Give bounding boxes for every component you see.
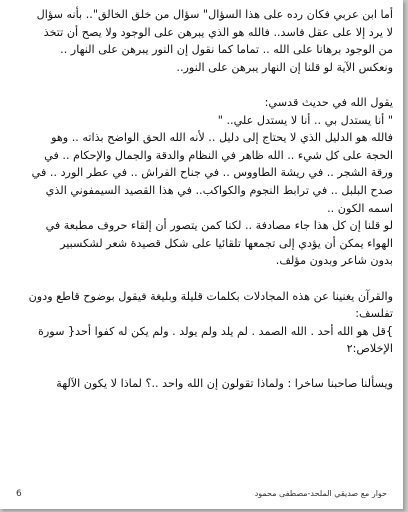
text-line: الهواء يمكن أن يؤدي إلى تجمعها تلقائيا على شكل قصيدة شعر لشكسبير	[60, 236, 393, 250]
paragraph-gap	[14, 358, 393, 376]
text-line: لا يرد إلا على عقل فاسد.. فالله هو الذي يبرهن على الوجود ولا يصح أن تتخذ	[43, 25, 393, 39]
page-number: 6	[16, 489, 22, 499]
text-line: تفلسف:	[355, 307, 393, 321]
footer-title: حوار مع صديقي الملحد-مصطفى محمود	[254, 489, 387, 498]
text-line: }قل هو الله أحد . الله الصمد . لم يلد ولم يولد . ولم يكن له كفوا أحد{ سورة	[38, 324, 393, 338]
text-line: اسمه الكون ..	[327, 201, 393, 215]
paragraph-gap	[14, 270, 393, 288]
page-footer	[16, 489, 387, 501]
text-line: " أنا يستدل بي .. أنا لا يستدل علي.. "	[217, 113, 393, 127]
text-line: ورقة الشجر .. في ريشة الطاووس .. في جناح الفراش .. في عطر الورد .. في	[31, 166, 393, 180]
text-line: فالله هو الدليل الذي لا يحتاج إلى دليل .. لأنه الله الحق الواضح بذاته .. وهو	[51, 131, 393, 145]
text-line: الإخلاص:٢	[346, 342, 393, 356]
document-body	[14, 6, 393, 393]
text-line: صدح البلبل .. في ترابط النجوم والكواكب.. في هذا القصيد السيمفوني الذي	[45, 183, 393, 197]
text-line: ويسألنا صاحبنا ساخرا : ولماذا تقولون إن الله واحد ..؟ لماذا لا يكون الآلهة	[56, 377, 393, 391]
text-line: ونعكس الآية لو قلنا إن النهار يبرهن على النور..	[176, 60, 393, 74]
text-line: يقول الله في حديث قدسي:	[264, 95, 393, 109]
paragraph-gap	[14, 76, 393, 94]
text-line: من الوجود برهانا على الله .. تماما كما نقول إن النور يبرهن على النهار ..	[60, 43, 393, 57]
text-line: والقرآن يغنينا عن هذه المجادلات بكلمات قليلة وبليغة فيقول بوضوح قاطع ودون	[28, 289, 393, 303]
text-line: لو قلنا إن كل هذا جاء مصادفة .. لكنا كمن يتصور أن إلقاء حروف مطبعة في	[45, 219, 393, 233]
text-line: بدون شاعر وبدون مؤلف.	[275, 254, 393, 268]
text-line: أما ابن عربي فكان رده على هذا السؤال" سؤال من خلق الخالق".. بأنه سؤال	[36, 8, 393, 21]
text-line: الحجة على كل شيء .. الله ظاهر في النظام والدقة والجمال والإحكام .. في	[44, 148, 393, 162]
